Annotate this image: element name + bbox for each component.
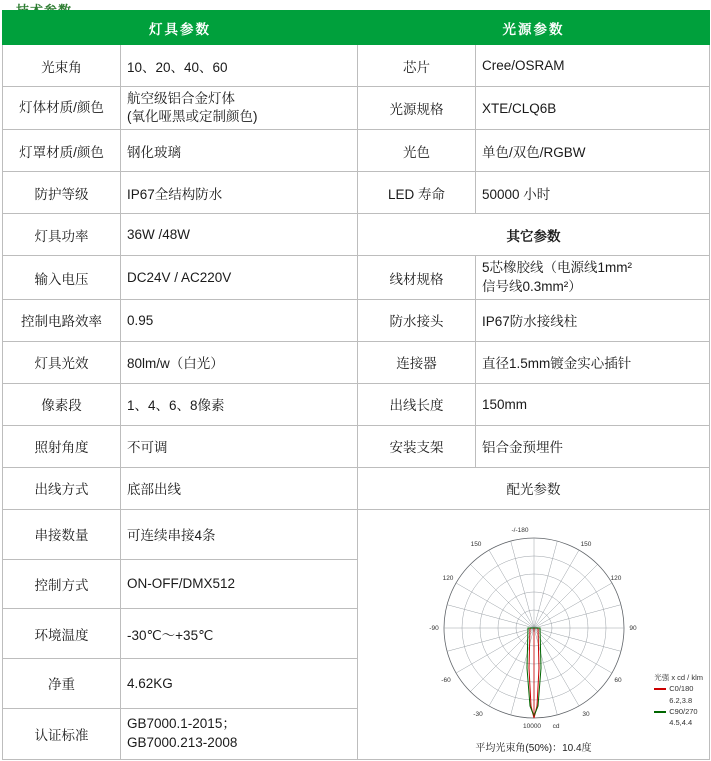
polar-caption: 平均光束角(50%)：10.4度 [475, 743, 592, 755]
legend-detail-c90: 4.5,4.4 [669, 718, 693, 728]
value-circuit-efficiency: 0.95 [121, 299, 358, 341]
value-luminous-efficacy: 80lm/w（白光） [121, 341, 358, 383]
value-pixel-segment: 1、4、6、8像素 [121, 383, 358, 425]
table-row [3, 467, 710, 509]
legend-title: 光强 x cd / klm [654, 673, 703, 683]
svg-text:-90: -90 [429, 625, 439, 633]
label-net-weight: 净重 [3, 658, 121, 708]
legend-entry-c90: C90/270 [654, 706, 703, 717]
svg-text:cd: cd [552, 723, 560, 731]
value-cable-length: 150mm [476, 383, 710, 425]
polar-diagram-cell [358, 509, 710, 759]
label-ambient-temp: 环境温度 [3, 609, 121, 659]
label-luminous-efficacy: 灯具光效 [3, 341, 121, 383]
table-row [3, 256, 710, 299]
label-connector: 连接器 [358, 341, 476, 383]
table-row [3, 383, 710, 425]
label-control-mode: 控制方式 [3, 559, 121, 609]
table-row [3, 130, 710, 172]
label-ip-rating: 防护等级 [3, 172, 121, 214]
svg-text:10000: 10000 [522, 723, 542, 731]
value-certification [121, 708, 358, 759]
label-cable-exit: 出线方式 [3, 467, 121, 509]
label-cable-length: 出线长度 [358, 383, 476, 425]
value-net-weight: 4.62KG [121, 658, 358, 708]
label-input-voltage: 输入电压 [3, 256, 121, 299]
value-beam-angle: 10、20、40、60 [121, 45, 358, 87]
label-tilt-angle: 照射角度 [3, 425, 121, 467]
label-circuit-efficiency: 控制电路效率 [3, 299, 121, 341]
value-control-mode: ON-OFF/DMX512 [121, 559, 358, 609]
value-cable-spec [476, 256, 710, 299]
table-row [3, 509, 710, 559]
label-power: 灯具功率 [3, 214, 121, 256]
table-row [3, 425, 710, 467]
svg-text:90: 90 [629, 625, 637, 633]
value-cable-exit: 底部出线 [121, 467, 358, 509]
value-certification-line1: GB7000.1-2015； [127, 716, 236, 732]
value-certification-line2: GB7000.213-2008 [127, 734, 238, 750]
value-chip: Cree/OSRAM [476, 45, 710, 87]
label-led-life: LED 寿命 [358, 172, 476, 214]
value-power: 36W /48W [121, 214, 358, 256]
label-beam-angle: 光束角 [3, 45, 121, 87]
table-row [3, 172, 710, 214]
label-body-material: 灯体材质/颜色 [3, 87, 121, 130]
table-row [3, 341, 710, 383]
label-waterproof-connector: 防水接头 [358, 299, 476, 341]
subheader-light-distribution: 配光参数 [358, 467, 710, 509]
label-source-spec: 光源规格 [358, 87, 476, 130]
header-source-params: 光源参数 [358, 11, 710, 45]
svg-text:-/-180: -/-180 [511, 527, 529, 535]
svg-text:60: 60 [614, 677, 622, 685]
legend-entry-c0: C0/180 [654, 683, 703, 694]
value-body-material-line2: (氧化哑黑或定制颜色) [127, 109, 258, 125]
svg-text:120: 120 [610, 575, 622, 583]
label-certification: 认证标准 [3, 708, 121, 759]
value-connector: 直径1.5mm镀金实心插针 [476, 341, 710, 383]
svg-text:-60: -60 [441, 677, 451, 685]
label-cover-material: 灯罩材质/颜色 [3, 130, 121, 172]
svg-text:120: 120 [442, 575, 454, 583]
value-mounting-bracket: 铝合金预埋件 [476, 425, 710, 467]
partial-heading [0, 0, 711, 10]
table-row [3, 87, 710, 130]
legend-detail-c0: 6.2,3.8 [669, 695, 693, 705]
svg-text:150: 150 [470, 541, 482, 549]
label-light-color: 光色 [358, 130, 476, 172]
label-pixel-segment: 像素段 [3, 383, 121, 425]
spec-table [2, 10, 710, 760]
subheader-other-params: 其它参数 [358, 214, 710, 256]
value-cable-spec-line1: 5芯橡胶线（电源线1mm² [482, 260, 633, 276]
polar-diagram [358, 510, 709, 758]
value-body-material [121, 87, 358, 130]
header-fixture-params: 灯具参数 [3, 11, 358, 45]
value-body-material-line1: 航空级铝合金灯体 [127, 91, 235, 106]
label-mounting-bracket: 安装支架 [358, 425, 476, 467]
label-series-count: 串接数量 [3, 509, 121, 559]
polar-legend [654, 672, 703, 728]
value-series-count: 可连续串接4条 [121, 509, 358, 559]
label-chip: 芯片 [358, 45, 476, 87]
table-header-row [3, 11, 710, 45]
value-ip-rating: IP67全结构防水 [121, 172, 358, 214]
value-led-life: 50000 小时 [476, 172, 710, 214]
table-row [3, 45, 710, 87]
svg-text:-30: -30 [473, 711, 483, 719]
svg-text:150: 150 [580, 541, 592, 549]
legend-swatch-c90-icon [654, 711, 666, 713]
value-light-color: 单色/双色/RGBW [476, 130, 710, 172]
value-input-voltage: DC24V / AC220V [121, 256, 358, 299]
value-cover-material: 钢化玻璃 [121, 130, 358, 172]
svg-text:30: 30 [582, 711, 590, 719]
value-cable-spec-line2: 信号线0.3mm²） [482, 278, 582, 294]
table-row [3, 214, 710, 256]
value-ambient-temp: -30℃～+35℃ [121, 609, 358, 659]
legend-swatch-c0-icon [654, 688, 666, 690]
value-source-spec: XTE/CLQ6B [476, 87, 710, 130]
label-cable-spec: 线材规格 [358, 256, 476, 299]
value-waterproof-connector: IP67防水接线柱 [476, 299, 710, 341]
table-row [3, 299, 710, 341]
value-tilt-angle: 不可调 [121, 425, 358, 467]
